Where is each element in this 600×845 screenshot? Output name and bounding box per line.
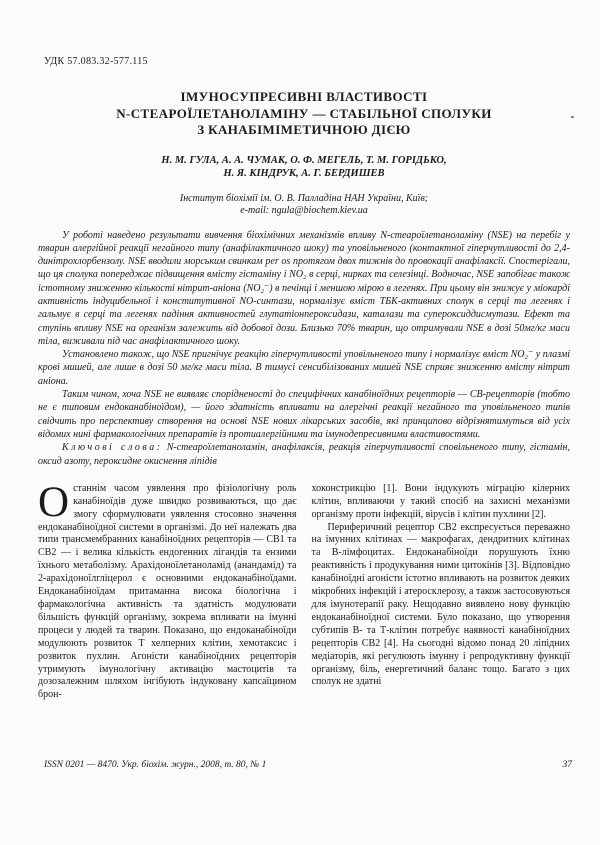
authors-line-1: Н. М. ГУЛА, А. А. ЧУМАК, О. Ф. МЕГЕЛЬ, Т. М. ГОРІДЬКО, xyxy=(161,154,447,166)
authors-list xyxy=(38,154,570,180)
udc-code: УДК 57.083.32-577.115 xyxy=(44,56,148,67)
article-title xyxy=(38,89,570,139)
affiliation xyxy=(38,193,570,218)
article-title-line-3: З КАНАБІМІМЕТИЧНОЮ ДІЄЮ xyxy=(197,122,411,137)
abstract xyxy=(38,229,570,468)
right-column-paragraph-2: Периферичний рецептор СВ2 експресується переважно на імунних клітинах — макрофагах, дендритних клітинах та В-лімфоцитах. Ендоканабіноїди порушують їхню реактивність і продукування ними цитокінів [3]. Відповідно канабіноїдні агоністи істотно впливають на розвиток деяких мікробних інфекцій і атеросклерозу, а також застосовуються для імунотерапії раку. Нещодавно виявлено нову функцію ендоканабіноїдної системи. Було показано, що утворення субтипів В- та Т-клітин потребує наявності канабіноїдних рецепторів СВ2 [4]. На сьогодні відомо понад 20 ліпідних медіаторів, які регулюють імунну і репродуктивну функції організму, біль, енергетичний баланс тощо. Багато з цих сполук не здатні xyxy=(311,521,570,688)
drop-cap: О xyxy=(38,482,70,526)
article-title-line-1: ІМУНОСУПРЕСИВНІ ВЛАСТИВОСТІ xyxy=(180,89,428,104)
page-footer xyxy=(44,760,572,770)
left-column-text: станнім часом уявлення про фізіологічну роль канабіноїдів дуже швидко розвиваються, що дає змогу сформулювати уявлення стосовно значення ендоканабіноїдної системи в організмі. До неї належать два типи трансмембранних канабіноїдних рецепторів — СВ1 та СВ2 — і велика кількість ендогенних лігандів та ензими їхнього метаболізму. Арахідоноїлетаноламід (анандамід) та 2-арахідоноїлгліцерол є основними ендоканабіноїдами. Ендоканабіноїдам притаманна висока біологічна і фармакологічна активність та здатність модулювати більшість функцій організму, зокрема впливати на імунні процеси у людей та тварин. Показано, що ендоканабіноїди модулюють розвиток Т хелперних клітин, хемотаксис і розвиток пухлин. Агоністи канабіноїдних рецепторів утримують імунологічну активацію мастоцитів та дозозалежним шляхом інгібують індуковану капсаїцином брон- xyxy=(38,482,297,701)
abstract-paragraph-2: Установлено також, що NSE пригнічує реакцію гіперчутливості уповільненого типу і нормалізує вміст NO₂⁻ у плазмі крові мишей, але лише в дозі 50 мг/кг маси тіла. В тимусі сенсибілізованих мишей NSE сприяє зниженню вмісту нітрит аніона. xyxy=(38,349,570,387)
affiliation-email: e-mail: ngula@biochem.kiev.ua xyxy=(240,205,368,216)
right-column xyxy=(312,483,571,741)
body-text xyxy=(38,483,570,741)
left-column-paragraph xyxy=(38,483,297,702)
journal-info: ISSN 0201 — 8470. Укр. біохім. журн., 2008, т. 80, № 1 xyxy=(44,760,267,770)
article-title-line-2: N-СТЕАРОЇЛЕТАНОЛАМІНУ — СТАБІЛЬНОЇ СПОЛУКИ xyxy=(116,105,492,121)
right-column-paragraph-1: хоконстрикцію [1]. Вони індукують міграцію кілерних клітин, впливаючи у такий спосіб на захисні механізми організму проти інфекцій, вірусів і клітин пухлини [2]. xyxy=(311,482,570,520)
keywords-line xyxy=(38,441,570,468)
authors-line-2: Н. Я. КІНДРУК, А. Г. БЕРДИШЕВ xyxy=(223,167,385,179)
abstract-paragraph-1: У роботі наведено результати вивчення біохімічних механізмів впливу N-стеароїлетаноламіну (NSE) на перебіг у тварин алергійної реакції негайного типу (анафілактичного шоку) та уповільненого (контактної гіперчутливості до 2,4-динітрохлорбензолу. NSE вводили морським свинкам per os протягом двох тижнів до провокації анафілаксії. Спостерігали, що ця сполука попереджає підвищення вмісту гістаміну і NO₂ в серці, нирках та селезінці. Водночас, NSE запобігає також істотному зниженню кількості нітрит-аніона (NO₂⁻) в печінці і меншою мірою в легенях. При цьому він знижує у міокарді активність індуцибельної і конститутивної NO-синтази, нормалізує вміст ТБК-активних сполук в серці та легенях і гальмує в серці та легенях падіння активностей глутатіонпероксидази, каталази та супероксиддисмутази. Ефект та ступінь впливу NSE на організм залежить від добової дози. Близько 70% тварин, що отримували NSE в дозі 50мг/кг маси тіла, виживали під час анафілактичного шоку. xyxy=(38,229,570,347)
keywords-text: N-стеароїлетаноламін, анафілаксія, реакція гіперчутливості сповільненого типу, гістамін, оксид азоту, пероксидне окиснення ліпідів xyxy=(38,442,570,467)
affiliation-institute: Інститут біохімії ім. О. В. Палладіна НАН України, Київ; xyxy=(179,192,429,204)
scan-artifact-dot xyxy=(571,116,574,118)
left-column xyxy=(38,483,297,741)
page-number: 37 xyxy=(562,760,572,770)
keywords-label: Ключові слова: xyxy=(62,442,163,454)
abstract-paragraph-3: Таким чином, хоча NSE не виявляє спорідненості до специфічних канабіноїдних рецепторів — СВ-рецепторів (тобто не є типовим ендоканабіноїдом), — його здатність впливати на алергічні реакції негайного та уповільненого типів свідчить про перспективу створення на основі NSE нових лікарських засобів, які принципово відрізнятимуться від усіх відомих нині фармакологічних препаратів із протиалергійними та імунодепресивними властивостями. xyxy=(38,389,570,440)
